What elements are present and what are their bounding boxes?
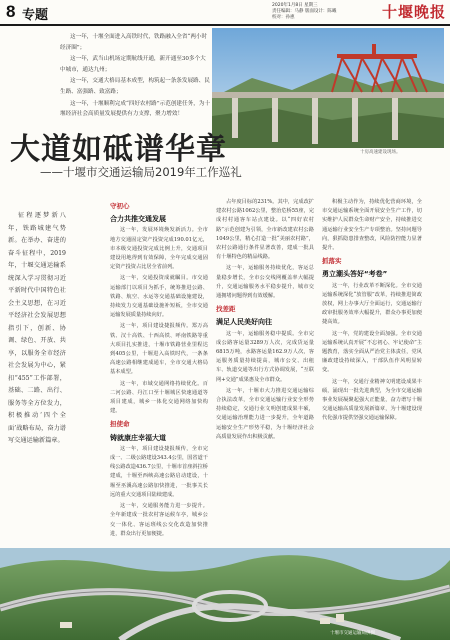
article-paragraph: 这一年，发展环境焕发新活力。全市地方交通固定资产投资完成190.01亿元，市本级交通投资完成比例上升，交通项目建设用地得到有效保障，全年完成交通固定资产投资占比居全省前列。	[110, 227, 208, 271]
issue-meta	[272, 3, 336, 21]
article-paragraph: 征程逐梦新八年，铁路城建气势新。在举办、奋进的奋斗征程中，2019年，十堰交通运输系统深入学习贯彻习近平新时代中国特色社会主义思想，在习近平经济社会发展思想指引下，创新、协调、绿色、开放、共享，以服务全市经济社会发展为中心，紧扣“455”工作部署，基础、二路、出行、服务等全方位发力，积极推动‘四个全面’战略布局，奋力谱写交通运输新篇章。	[8, 212, 66, 444]
section-heading-zhaochaju: 找差距	[216, 305, 236, 314]
article-paragraph: 这一年，党的建设全面加强。全市交通运输系统认真开展“不忘初心、牢记使命”主题教育，落实全面从严治党主体责任，党风廉政建设持续深入，干部队伍作风明显转变。	[322, 330, 422, 374]
intro-paragraph: 这一年，交通大格局基本成型，构筑起一条条发展路、民生路、富强路、致富路；	[60, 78, 210, 95]
bridge-construction-illustration	[212, 28, 444, 148]
subheadline: ——十堰市交通运输局2019年工作巡礼	[40, 165, 242, 179]
article-paragraph: 这一年，交通行业精神文明建设成果丰硕，涌现出一批先进典型，为全市交通运输事业发展凝聚起强大正能量，奋力谱写十堰交通运输高质量发展新篇章，为十堰建设现代化强市提供坚强交通运输保障。	[322, 378, 422, 422]
article-column-3	[216, 198, 314, 444]
section-heading-shouchuxin: 守初心	[110, 202, 130, 210]
article-paragraph: 这一年，运输服务持续优化，客运总量稳步增长，全市公交线网覆盖率大幅提升，交通运输服务水平稳步提升，城市交通拥堵问题得到有效缓解。	[216, 265, 314, 300]
page-header	[0, 0, 450, 26]
bridge-construction-photo	[212, 28, 444, 148]
article-paragraph: 这一年，交通投资成就瞩目。市交通运输部门以项目为抓手，统筹推进公路、铁路、航空、水运等交通基础设施建设，持续发力交通基础设施补短板，全市交通运输发展质量持续向好。	[110, 275, 208, 319]
issue-date: 2020年1月8日 星期三	[272, 3, 318, 8]
article-column-1	[8, 210, 66, 450]
article-paragraph: 这一年，项目建设捷报频传，全市完成一、二级公路建设343.4公里，国省道干线公路改造436.7公里，十堰市首座斜拉桥建成，十堰至西峡高速公路启动建设，十堰至巫溪高速公路加快推进，一批事关长远的重大交通项目陆续建成。	[110, 445, 208, 498]
article-paragraph: 这一年，行业改革不断深化。全市交通运输系统深化“放管服”改革，持续推进简政放权，网上办事大厅全面运行，交通运输行政审批服务效率大幅提升，群众办事更加便捷高效。	[322, 282, 422, 326]
section-subheading: 铸就康庄幸福大道	[110, 433, 166, 442]
section-title: 专题	[22, 8, 49, 23]
article-column-2	[110, 198, 208, 541]
issue-editor: 责任编辑：马静 版面设计：陈曦	[272, 9, 337, 14]
highway-interchange-photo	[0, 548, 450, 640]
article-paragraph: 这一年，十堰市大力推进交通运输综合执法改革，全市交通运输行业安全形势持续稳定，交通行业文明创建成果丰硕，交通运输治理能力进一步提升，全年道路运输安全生产形势平稳，为十堰经济社会高质量发展作出积极贡献。	[216, 387, 314, 440]
page-number: 8	[6, 2, 16, 21]
intro-block	[60, 32, 210, 121]
article-paragraph: 这一年，交通服务能力进一步提升。全年新建成一批农村客运候车亭，城乡公交一体化、客运班线公交化改造加快推进，群众出行更加便捷。	[110, 503, 208, 537]
article-paragraph: 占年度目标的231%。其中，完成改扩建农村公路1062公里，整治危桥55座，完成村村通客车站点建设。以“四好农村路”示范创建为引领，全市新改建农村公路1049公里，精心打造一批“美丽农村路”，农村公路通行条件显著改善，建成一批具有十堰特色的精品线路。	[216, 199, 314, 261]
intro-paragraph: 这一年，十堰全面进入高铁时代，铁路融入全省“两小时经济圈”；	[60, 34, 208, 51]
newspaper-masthead-logo: 十堰晚报	[382, 3, 447, 21]
section-subheading: 满足人民美好向往	[216, 318, 272, 327]
section-heading-danshiming: 担使命	[110, 420, 130, 429]
headline: 大道如砥谱华章	[10, 132, 227, 167]
bottom-photo-caption: 十堰市交通运输局供图	[330, 631, 375, 636]
section-heading-zhualuoshi: 抓落实	[322, 257, 342, 266]
article-paragraph: 这一年，市域交通网络持续优化。百二河公路、丹江口至十堰城区快速通道等项目建成，城乡一体化交通网络加快构建。	[110, 380, 208, 415]
intro-paragraph: 这一年，武当山机场定期航线开通，新开通至30多个大中城市，通达九州；	[60, 56, 206, 73]
top-photo-caption: 十房高速建设现场。	[360, 150, 401, 155]
article-paragraph: 这一年，项目建设捷报频传。郑万高铁、汉十高铁、十西高铁、呼南铁路等重大项目扎实推进，十堰市铁路营业里程达到405公里，十堰进入高铁时代，一条条高速公路相继建成通车，全市交通大格局基本成型。	[110, 323, 208, 376]
highway-interchange-illustration	[0, 548, 450, 640]
section-subheading: 勇立潮头答好“考卷”	[322, 270, 388, 279]
article-paragraph: 积极主动作为，持续优化营商环境，全市交通运输系统全面开展安全生产工作，切实维护人民群众生命财产安全，持续推进交通运输行业安全生产专项整治。坚持问题导向，狠抓隐患排查整改，风险防控能力显著提升。	[322, 199, 422, 252]
intro-paragraph: 这一年，十堰顺利完成“四好农村路”示范创建任务，为十堰经济社会高质量发展提供有力支撑，聚力增效！	[60, 100, 210, 118]
section-subheading: 合力共推交通发展	[110, 215, 166, 224]
article-column-4	[322, 198, 422, 426]
article-paragraph: 这一年，运输服务稳中提质。全市完成公路客运量3289万人次，完成货运量6815万吨，水路客运量162.9万人次，客运服务质量持续提高，城市公交、出租车、轨道交通等出行方式协调发展，“互联网+交通”成果惠及全市群众。	[216, 330, 314, 383]
issue-proof: 校对：孙惠	[272, 15, 295, 20]
